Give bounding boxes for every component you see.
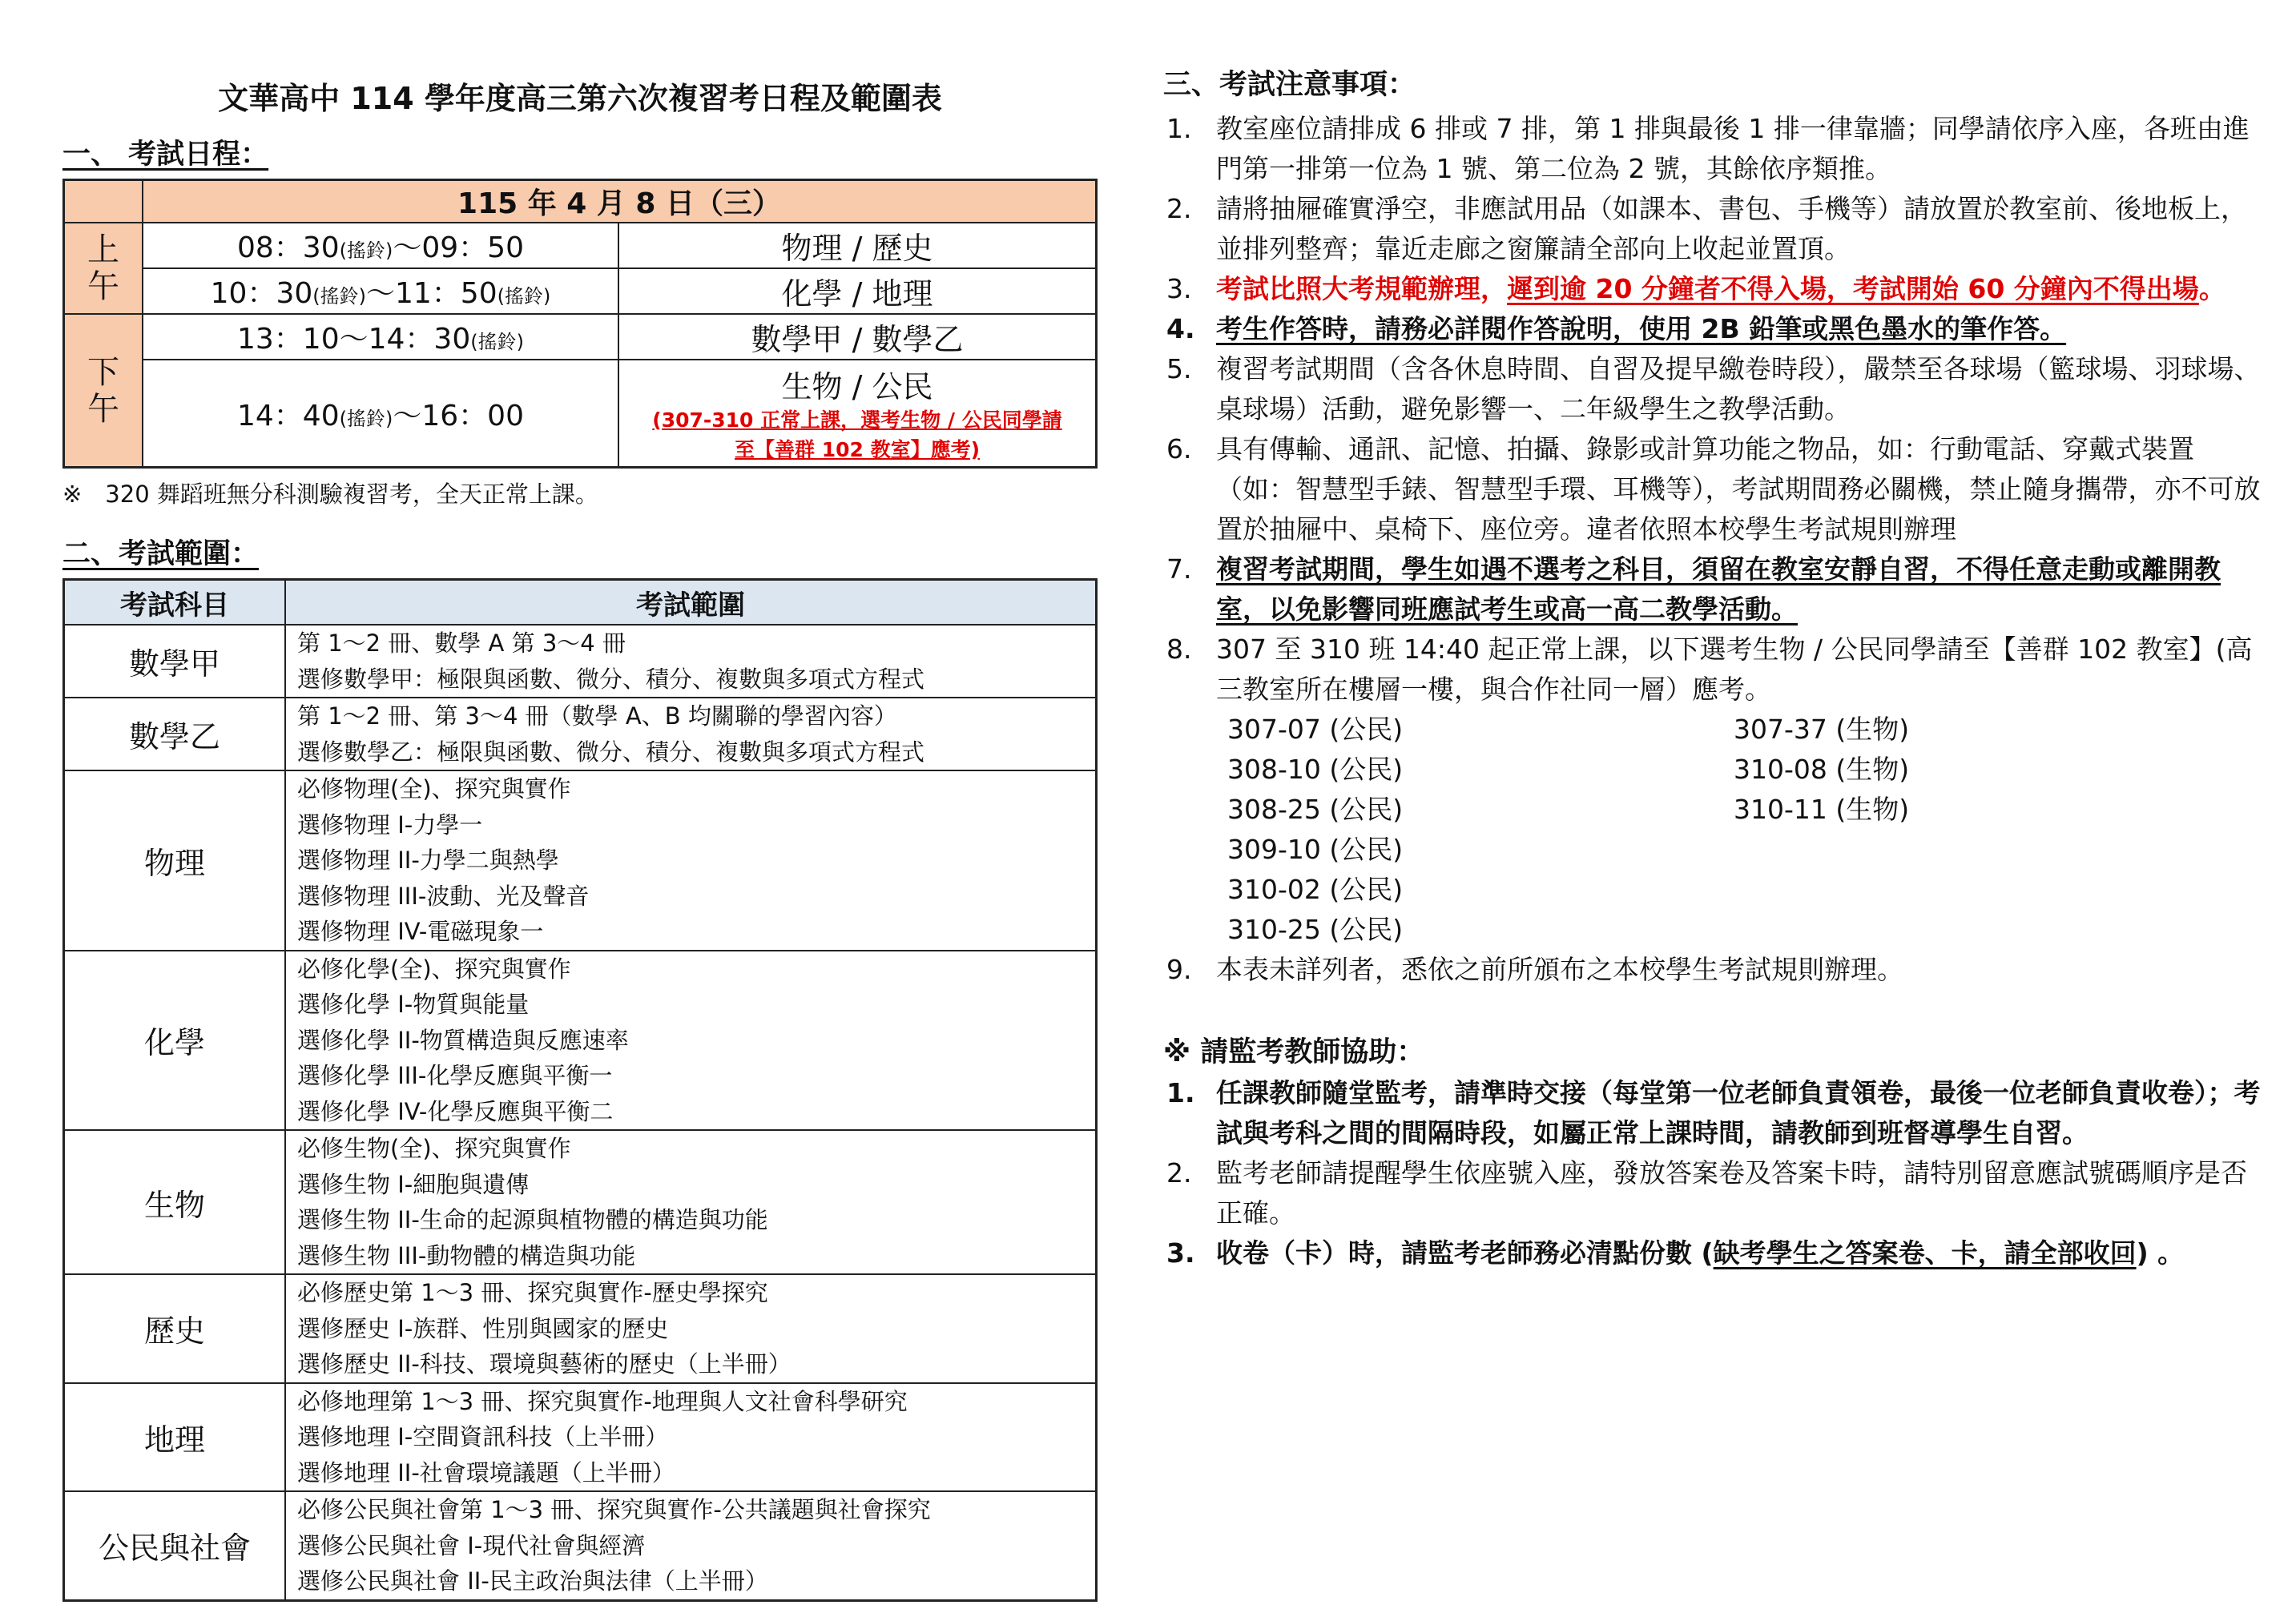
scope-range-line: 選修歷史 II-科技、環境與藝術的歷史（上半冊）: [297, 1350, 792, 1378]
scope-range-line: 選修物理 IV-電磁現象一: [297, 918, 544, 945]
col-header-range: 考試範圍: [285, 580, 1097, 625]
list-item: 2. 請將抽屜確實淨空，非應試用品（如課本、書包、手機等）請放置於教室前、後地板上，並排列整齊；靠近走廊之窗簾請全部向上收起並置頂。: [1166, 193, 2247, 264]
notices-list: [1163, 109, 2261, 710]
scope-range-line: 第 1～2 冊、第 3～4 冊（數學 A、B 均關聯的學習內容）: [297, 702, 897, 730]
monitor-heading: ※ 請監考教師協助：: [1163, 1036, 1425, 1068]
scope-range-line: 必修化學(全)、探究與實作: [297, 955, 571, 983]
session-subject: 化學 / 地理: [618, 268, 1097, 314]
scope-range-line: 選修公民與社會 I-現代社會與經濟: [297, 1531, 646, 1559]
alternate-room-note: (307-310 正常上課，選考生物 / 公民同學請 至【善群 102 教室】應考): [652, 408, 1062, 461]
left-column: [62, 74, 1098, 1602]
table-row: [64, 951, 1097, 1131]
right-column: [1163, 62, 2261, 1273]
scope-table: [62, 578, 1098, 1602]
scope-subject: 地理: [64, 1383, 286, 1492]
schedule-row: [64, 314, 1097, 360]
exam-date: 115 年 4 月 8 日（三）: [143, 180, 1097, 223]
scope-range-line: 選修生物 II-生命的起源與植物體的構造與功能: [297, 1206, 768, 1233]
scope-range-line: 選修地理 II-社會環境議題（上半冊）: [297, 1458, 675, 1486]
class-entry: 310-25 (公民): [1227, 914, 1404, 945]
schedule-date-row: [64, 180, 1097, 223]
scope-subject: 公民與社會: [64, 1491, 286, 1600]
table-row: [64, 698, 1097, 770]
session-subject: 數學甲 / 數學乙: [618, 314, 1097, 360]
scope-body: [64, 625, 1097, 1600]
scope-range-line: 選修數學乙：極限與函數、微分、積分、複數與多項式方程式: [297, 738, 925, 766]
schedule-table: [62, 179, 1098, 469]
table-row: [64, 770, 1097, 951]
list-item: 2. 監考老師請提醒學生依座號入座，發放答案卷及答案卡時，請特別留意應試號碼順序是否正確。: [1166, 1157, 2247, 1229]
class-entry: 307-37 (生物): [1734, 714, 1910, 745]
table-row: [64, 625, 1097, 698]
table-row: [64, 1274, 1097, 1383]
scope-range-line: 必修物理(全)、探究與實作: [297, 775, 571, 802]
table-row: [64, 1130, 1097, 1274]
session-subject: 生物 / 公民: [781, 369, 933, 405]
list-item: 4. 考生作答時，請務必詳閱作答說明，使用 2B 鉛筆或黑色墨水的筆作答。: [1166, 313, 2067, 344]
class-entry: 308-10 (公民): [1227, 754, 1404, 785]
notices-list-end: [1163, 950, 2261, 990]
session-subject-cell: [618, 360, 1097, 468]
scope-range-line: 選修物理 I-力學一: [297, 810, 483, 839]
scope-subject: 生物: [64, 1130, 286, 1274]
list-item: 7. 複習考試期間，學生如遇不選考之科目，須留在教室安靜自習，不得任意走動或離開教室，以免影響同班應試考生或高一高二教學活動。: [1166, 553, 2221, 625]
class-list: [1227, 710, 2261, 950]
scope-range-line: 選修化學 I-物質與能量: [297, 991, 530, 1018]
morning-label: 上 午: [64, 223, 143, 314]
monitor-list: [1163, 1073, 2261, 1273]
session-time: 13：10～14：30(搖鈴): [143, 314, 618, 360]
page-title: 文華高中 114 學年度高三第六次複習考日程及範圍表: [218, 81, 942, 116]
class-entry: 308-25 (公民): [1227, 794, 1404, 825]
table-row: [64, 1491, 1097, 1600]
scope-range: [285, 1491, 1097, 1600]
scope-range: [285, 698, 1097, 770]
table-row: [64, 1383, 1097, 1492]
scope-subject: 化學: [64, 951, 286, 1131]
scope-range-line: 選修物理 II-力學二與熱學: [297, 847, 559, 874]
schedule-row: [64, 268, 1097, 314]
schedule-heading: 一、 考試日程：: [62, 139, 269, 171]
session-subject: 物理 / 歷史: [618, 223, 1097, 268]
afternoon-label: 下 午: [64, 314, 143, 468]
scope-range-line: 必修地理第 1～3 冊、探究與實作-地理與人文社會科學研究: [297, 1387, 908, 1415]
scope-subject: 數學乙: [64, 698, 286, 770]
schedule-row: [64, 223, 1097, 268]
scope-subject: 歷史: [64, 1274, 286, 1383]
scope-range-line: 選修生物 III-動物體的構造與功能: [297, 1241, 636, 1269]
scope-range-line: 選修生物 I-細胞與遺傳: [297, 1170, 530, 1198]
scope-range: [285, 1383, 1097, 1492]
scope-range: [285, 625, 1097, 698]
scope-range: [285, 951, 1097, 1131]
scope-range-line: 選修化學 IV-化學反應與平衡二: [297, 1097, 614, 1125]
scope-range-line: 選修地理 I-空間資訊科技（上半冊）: [297, 1423, 669, 1450]
class-entry: [1734, 870, 2054, 910]
class-entry: 310-08 (生物): [1734, 754, 1910, 785]
list-item: 9. 本表未詳列者，悉依之前所頒布之本校學生考試規則辦理。: [1166, 954, 1903, 985]
scope-range-line: 選修公民與社會 II-民主政治與法律（上半冊）: [297, 1567, 768, 1595]
scope-range-line: 必修公民與社會第 1～3 冊、探究與實作-公共議題與社會探究: [297, 1496, 931, 1523]
scope-range: [285, 770, 1097, 951]
notices-heading: 三、考試注意事項：: [1163, 69, 1416, 101]
class-entry: 309-10 (公民): [1227, 834, 1404, 865]
class-entry: [1734, 910, 2054, 950]
list-item: 1. 任課教師隨堂監考，請準時交接（每堂第一位老師負責領卷，最後一位老師負責收卷）；考試與考科之間的間隔時段，如屬正常上課時間，請教師到班督導學生自習。: [1166, 1077, 2261, 1148]
scope-header-row: [64, 580, 1097, 625]
scope-range-line: 第 1～2 冊、數學 A 第 3～4 冊: [297, 629, 626, 657]
col-header-subject: 考試科目: [64, 580, 286, 625]
session-time: 08：30(搖鈴)～09：50: [143, 223, 618, 268]
scope-range: [285, 1274, 1097, 1383]
dance-class-note: ※ 320 舞蹈班無分科測驗複習考，全天正常上課。: [62, 481, 598, 508]
scope-range-line: 必修生物(全)、探究與實作: [297, 1135, 571, 1162]
scope-range-line: 選修數學甲：極限與函數、微分、積分、複數與多項式方程式: [297, 665, 925, 693]
session-time: 10：30(搖鈴)～11：50(搖鈴): [143, 268, 618, 314]
schedule-corner-cell: [64, 180, 143, 223]
scope-range-line: 選修物理 III-波動、光及聲音: [297, 882, 590, 910]
class-entry: 310-11 (生物): [1734, 794, 1910, 825]
class-entry: 310-02 (公民): [1227, 874, 1404, 905]
list-item: 3. 收卷（卡）時，請監考老師務必清點份數 (缺考學生之答案卷、卡，請全部收回) 。: [1166, 1237, 2185, 1269]
list-item: 1. 教室座位請排成 6 排或 7 排，第 1 排與最後 1 排一律靠牆；同學請依序入座，各班由進門第一排第一位為 1 號、第二位為 2 號，其餘依序類推。: [1166, 113, 2250, 184]
scope-range-line: 必修歷史第 1～3 冊、探究與實作-歷史學探究: [297, 1279, 768, 1306]
scope-range-line: 選修歷史 I-族群、性別與國家的歷史: [297, 1314, 669, 1342]
scope-range-line: 選修化學 III-化學反應與平衡一: [297, 1062, 613, 1089]
list-item: 3. 考試比照大考規範辦理，遲到逾 20 分鐘者不得入場，考試開始 60 分鐘內不得出場。: [1166, 273, 2226, 304]
scope-subject: 數學甲: [64, 625, 286, 698]
list-item: 8. 307 至 310 班 14:40 起正常上課，以下選考生物 / 公民同學請至【善群 102 教室】(高三教室所在樓層一樓，與合作社同一層）應考。: [1166, 634, 2253, 705]
list-item: 5. 複習考試期間（含各休息時間、自習及提早繳卷時段），嚴禁至各球場（籃球場、羽球場、桌球場）活動，避免影響一、二年級學生之教學活動。: [1166, 353, 2261, 424]
scope-heading: 二、考試範圍：: [62, 538, 260, 570]
scope-subject: 物理: [64, 770, 286, 951]
session-time: 14：40(搖鈴)～16：00: [143, 360, 618, 468]
schedule-row: [64, 360, 1097, 468]
list-item: 6. 具有傳輸、通訊、記憶、拍攝、錄影或計算功能之物品，如：行動電話、穿戴式裝置（如：智慧型手錶、智慧型手環、耳機等），考試期間務必關機，禁止隨身攜帶，亦不可放置於抽屜中、桌椅下、座位旁。違者依照本校學生考試規則辦理: [1166, 433, 2261, 545]
scope-range: [285, 1130, 1097, 1274]
class-entry: [1734, 830, 2054, 870]
scope-range-line: 選修化學 II-物質構造與反應速率: [297, 1026, 629, 1054]
class-entry: 307-07 (公民): [1227, 714, 1404, 745]
